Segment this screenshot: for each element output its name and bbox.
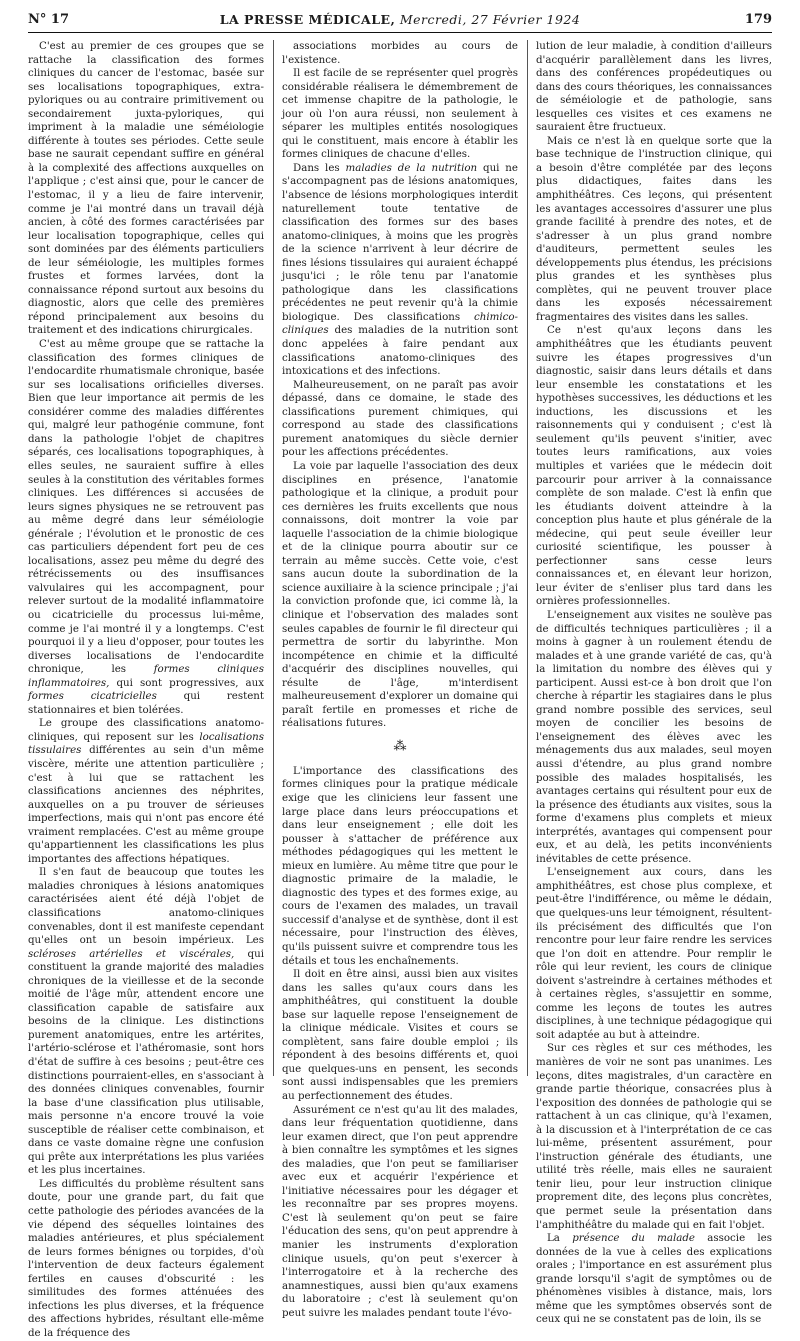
paragraph: L'enseignement aux cours, dans les amphithéâtres, est chose plus complexe, et peut-être l'indifférence, ou même le dédain, que quelques-uns leur témoignent, résultent-ils précisément des difficultés que l'on rencontre pour leur faire rendre les services que l'on doit en attendre. Pour remplir le rôle qui leur revient, les cours de clinique doivent s'astreindre à certaines méthodes et à certaines règles, s'assujettir en somme, comme les leçons de toutes les autres disciplines, à une technique pédagogique qui soit adaptée au but à atteindre. [536, 866, 772, 1041]
paragraph: La voie par laquelle l'association des deux disciplines en présence, l'anatomie pathologique et la clinique, a produit pour ces dernières les fruits excellents que nous connaissons, doit montrer la voie par laquelle l'association de la chimie biologique et de la clinique pourra aboutir sur ce terrain au même succès. Cette voie, c'est sans aucun doute la subordination de la science auxiliaire à la science principale ; j'ai la conviction profonde que, ici comme là, la clinique et l'observation des malades sont seules capables de fournir le fil directeur qui permettra de sortir du labyrinthe. Mon incompétence en chimie et la difficulté d'acquérir des disciplines nouvelles, qui résulte de l'âge, m'interdisent malheureusement d'explorer un domaine qui paraît fertile en promesses et riche de réalisations futures. [282, 459, 518, 730]
italic-term: maladies de la nutrition [345, 161, 478, 174]
paragraph: associations morbides au cours de l'existence. [282, 40, 518, 66]
issue-date: Mercredi, 27 Février 1924 [399, 12, 581, 27]
italic-term: formes cicatricielles [28, 690, 157, 703]
paragraph: L'enseignement aux visites ne soulève pas de difficultés techniques particulières ; il a moins à gagner à un roulement étendu de malades et à une grande variété de cas, qu'à la limitation du nombre des élèves qui y participent. Aussi est-ce à bon droit que l'on cherche à répartir les stagiaires dans le plus grand nombre possible des services, seul moyen de concilier les besoins de l'enseignement des élèves avec les ménagements dus aux malades, seul moyen aussi d'étendre, au plus grand nombre possible des malades hospitalisés, les avantages certains qui résultent pour eux de la présence des étudiants aux visites, sous la forme d'examens plus complets et mieux interprétés, avantages qui compensent pour eux, et au delà, les petits inconvénients inévitables de cette présence. [536, 608, 772, 865]
italic-term: formes cliniques inflammatoires, [28, 663, 264, 689]
paragraph: Malheureusement, on ne paraît pas avoir dépassé, dans ce domaine, le stade des classifications purement chimiques, qui correspond au stade des classifications purement anatomiques du siècle dernier pour les affections précédentes. [282, 378, 518, 459]
italic-term: chimico-cliniques [282, 310, 518, 337]
page-number: 179 [744, 12, 772, 27]
paragraph: Les difficultés du problème résultent sans doute, pour une grande part, du fait que cette pathologie des périodes avancées de la vie dépend des séquelles lointaines des maladies antérieures, et plus spécialement de leurs formes bénignes ou torpides, d'où l'intervention de deux facteurs également fertiles en causes d'obscurité : les similitudes des formes atténuées des infections les plus diverses, et la fréquence des affections hybrides, résultant elle-même de la fréquence des [28, 1177, 264, 1339]
paragraph: Il s'en faut de beaucoup que toutes les maladies chroniques à lésions anatomiques caractérisées aient été déjà l'objet de classifications anatomo-cliniques convenables, dont il est manifeste cependant qu'elles ont un besoin impérieux. Les scléroses artérielles et viscérales, qui constituent la grande majorité des maladies chroniques de la vieillesse et de la seconde moitié de l'âge mûr, attendent encore une classification capable de satisfaire aux besoins de la clinique. Les distinctions purement anatomiques, entre les artérites, l'artério-sclérose et l'athéromasie, sont hors d'état de suffire à ces besoins ; peut-être ces distinctions pourraient-elles, en s'associant à des données cliniques convenables, fournir la base d'une classification plus utilisable, mais personne n'a encore trouvé la voie susceptible de réaliser cette combinaison, et dans ce vaste domaine règne une confusion qui prête aux interprétations les plus variées et les plus incertaines. [28, 866, 264, 1177]
paragraph: Assurément ce n'est qu'au lit des malades, dans leur fréquentation quotidienne, dans leur examen direct, que l'on peut apprendre à bien connaître les symptômes et les signes des maladies, que l'on peut se familiariser avec eux et acquérir l'expérience et l'initiative nécessaires pour les dégager et les reconnaître par ses propres moyens. C'est là seulement qu'on peut se faire l'éducation des sens, qu'on peut apprendre à manier les instruments d'exploration clinique usuels, qu'on peut s'exercer à l'interrogatoire et à la recherche des anamnestiques, aussi bien qu'aux examens du laboratoire ; c'est là seulement qu'on peut suivre les malades pendant toute l'évo- [282, 1103, 518, 1319]
paragraph: C'est au premier de ces groupes que se rattache la classification des formes cliniques du cancer de l'estomac, basée sur ses localisations topographiques, extra-pyloriques ou au contraire primitivement ou secondairement juxta-pyloriques, qui impriment à la maladie une séméiologie différente à toutes ses périodes. Cette seule base ne saurait cependant suffire en général à la complexité des affections auxquelles on l'applique ; c'est ainsi que, pour le cancer de l'estomac, il y a lieu de faire intervenir, comme je l'ai montré dans un travail déjà ancien, à côté des formes caractérisées par leur localisation topographique, celles qui sont dominées par des éléments particuliers de leur séméiologie, les multiples formes frustes et formes larvées, dont la connaissance répond surtout aux besoins du diagnostic, alors que celle des premières répond principalement aux besoins du traitement et des indications chirurgicales. [28, 40, 264, 337]
italic-term: localisations tissulaires [28, 730, 264, 757]
text-column-left [28, 40, 264, 1339]
text-column-right [536, 40, 772, 1326]
page-header [28, 6, 772, 33]
paragraph: Le groupe des classifications anatomo-cliniques, qui reposent sur les localisations tissulaires différentes au sein d'un même viscère, mérite une attention particulière ; c'est à lui que se rattachent les classifications anciennes des néphrites, auxquelles on a pu trouver de sérieuses imperfections, mais qui n'ont pas encore été vraiment remplacées. C'est au même groupe qu'appartiennent les classifications les plus importantes des affections hépatiques. [28, 717, 264, 865]
text-column-middle [282, 40, 518, 1319]
paragraph: Ce n'est qu'aux leçons dans les amphithéâtres que les étudiants peuvent suivre les étapes progressives d'un diagnostic, saisir dans leurs détails et dans leur ensemble les constatations et les hypothèses successives, les déductions et les inductions, les discussions et les raisonnements qui y conduisent ; c'est là seulement qu'ils peuvent s'initier, avec toutes leurs ramifications, aux voies multiples et variées que le médecin doit parcourir pour arriver à la connaissance complète de son malade. C'est là enfin que les étudiants doivent atteindre à la conception plus haute et plus générale de la médecine, qui peut seule éveiller leur curiosité scientifique, les pousser à perfectionner sans cesse leurs connaissances et, en élevant leur horizon, leur éviter de s'enliser plus tard dans les ornières professionnelles. [536, 324, 772, 608]
italic-term: scléroses artérielles et viscérales, [28, 947, 235, 960]
paragraph: Sur ces règles et sur ces méthodes, les manières de voir ne sont pas unanimes. Les leçons, dites magistrales, d'un caractère en grande partie théorique, consacrées plus à l'exposition des données de pathologie qui se rattachent à un cas clinique, qu'à l'examen, à la discussion et à l'interprétation de ce cas lui-même, présentent assurément, pour l'instruction générale des étudiants, une utilité très réelle, mais elles ne sauraient tenir lieu, pour leur instruction clinique proprement dite, des leçons plus concrètes, que permet seule la présentation dans l'amphithéâtre du malade qui en fait l'objet. [536, 1042, 772, 1231]
column-divider [273, 40, 274, 1076]
paragraph: lution de leur maladie, à condition d'ailleurs d'acquérir parallèlement dans les livres, dans des conférences propédeutiques ou dans des cours théoriques, les connaissances de séméiologie et de pathologie, sans lesquelles ces visites et ces examens ne sauraient être fructueux. [536, 40, 772, 134]
issue-number: N° 17 [28, 12, 69, 27]
journal-name: LA PRESSE MÉDICALE, [219, 12, 396, 27]
paragraph: L'importance des classifications des formes cliniques pour la pratique médicale exige que les cliniciens leur fassent une large place dans leurs préoccupations et dans leur enseignement ; elle doit les pousser à s'attacher de préférence aux méthodes pédagogiques qui les mettent le mieux en lumière. Au même titre que pour le diagnostic primaire de la maladie, le diagnostic des types et des formes exige, au cours de l'examen des malades, un travail successif d'analyse et de synthèse, dont il est nécessaire, pour l'instruction des élèves, qu'ils puissent suivre et comprendre tous les détails et tous les enchaînements. [282, 764, 518, 967]
italic-term: présence du malade [572, 1232, 695, 1245]
paragraph: C'est au même groupe que se rattache la classification des formes cliniques de l'endocardite rhumatismale chronique, basée sur ses localisations orificielles diverses. Bien que leur importance ait permis de les considérer comme des maladies différentes qui, malgré leur pathogénie commune, font dans la pathologie l'objet de chapitres séparés, ces localisations topographiques, à elles seules, ne sauraient suffire à elles seules à la constitution des véritables formes cliniques. Les différences si accusées de leurs signes physiques ne se retrouvent pas au même degré dans leur séméiologie générale ; l'évolution et le pronostic de ces cas particuliers dépendent fort peu de ces localisations, assez peu même du degré des rétrécissements ou des insuffisances valvulaires qui les accompagnent, pour relever surtout de la modalité inflammatoire ou cicatricielle du processus lui-même, comme je l'ai montré il y a longtemps. C'est pourquoi il y a lieu d'opposer, pour toutes les diverses localisations de l'endocardite chronique, les formes cliniques inflammatoires, qui sont progressives, aux formes cicatricielles qui restent stationnaires et bien tolérées. [28, 338, 264, 716]
column-divider [527, 40, 528, 1076]
section-asterism: ⁂ [393, 738, 407, 754]
paragraph: Dans les maladies de la nutrition qui ne s'accompagnent pas de lésions anatomiques, l'absence de lésions morphologiques interdit naturellement toute tentative de classification des formes sur des bases anatomo-cliniques, à moins que les progrès de la science n'arrivent à leur décrire de fines lésions tissulaires qui auraient échappé jusqu'ici ; le rôle tenu par l'anatomie pathologique dans les classifications précédentes ne peut revenir qu'à la chimie biologique. Des classifications chimico-cliniques des maladies de la nutrition sont donc appelées à faire pendant aux classifications anatomo-cliniques des intoxications et des infections. [282, 161, 518, 378]
paragraph: Mais ce n'est là en quelque sorte que la base technique de l'instruction clinique, qui a besoin d'être complétée par des leçons plus didactiques, faites dans les amphithéâtres. Ces leçons, qui présentent les avantages accessoires d'assurer une plus grande facilité à prendre des notes, et de s'adresser à un plus grand nombre d'auditeurs, permettent seules les développements plus étendus, les précisions plus grandes et les synthèses plus complètes, qui ne peuvent trouver place dans les exposés nécessairement fragmentaires des visites dans les salles. [536, 134, 772, 323]
paragraph: La présence du malade associe les données de la vue à celles des explications orales ; l'importance en est assurément plus grande lorsqu'il s'agit de symptômes ou de phénomènes visibles à distance, mais, lors même que les symptômes observés sont de ceux qui ne se constatent pas de loin, ils se [536, 1232, 772, 1326]
paragraph: Il est facile de se représenter quel progrès considérable réalisera le démembrement de cet immense chapitre de la pathologie, le jour où l'on aura réussi, non seulement à séparer les multiples entités nosologiques qui le constituent, mais encore à établir les formes cliniques de chacune d'elles. [282, 67, 518, 161]
paragraph: Il doit en être ainsi, aussi bien aux visites dans les salles qu'aux cours dans les amphithéâtres, qui constituent la double base sur laquelle repose l'enseignement de la clinique médicale. Visites et cours se complètent, sans faire double emploi ; ils répondent à des besoins différents et, quoi que quelques-uns en pensent, les seconds sont aussi indispensables que les premiers au perfectionnement des études. [282, 968, 518, 1103]
running-title [28, 12, 772, 27]
